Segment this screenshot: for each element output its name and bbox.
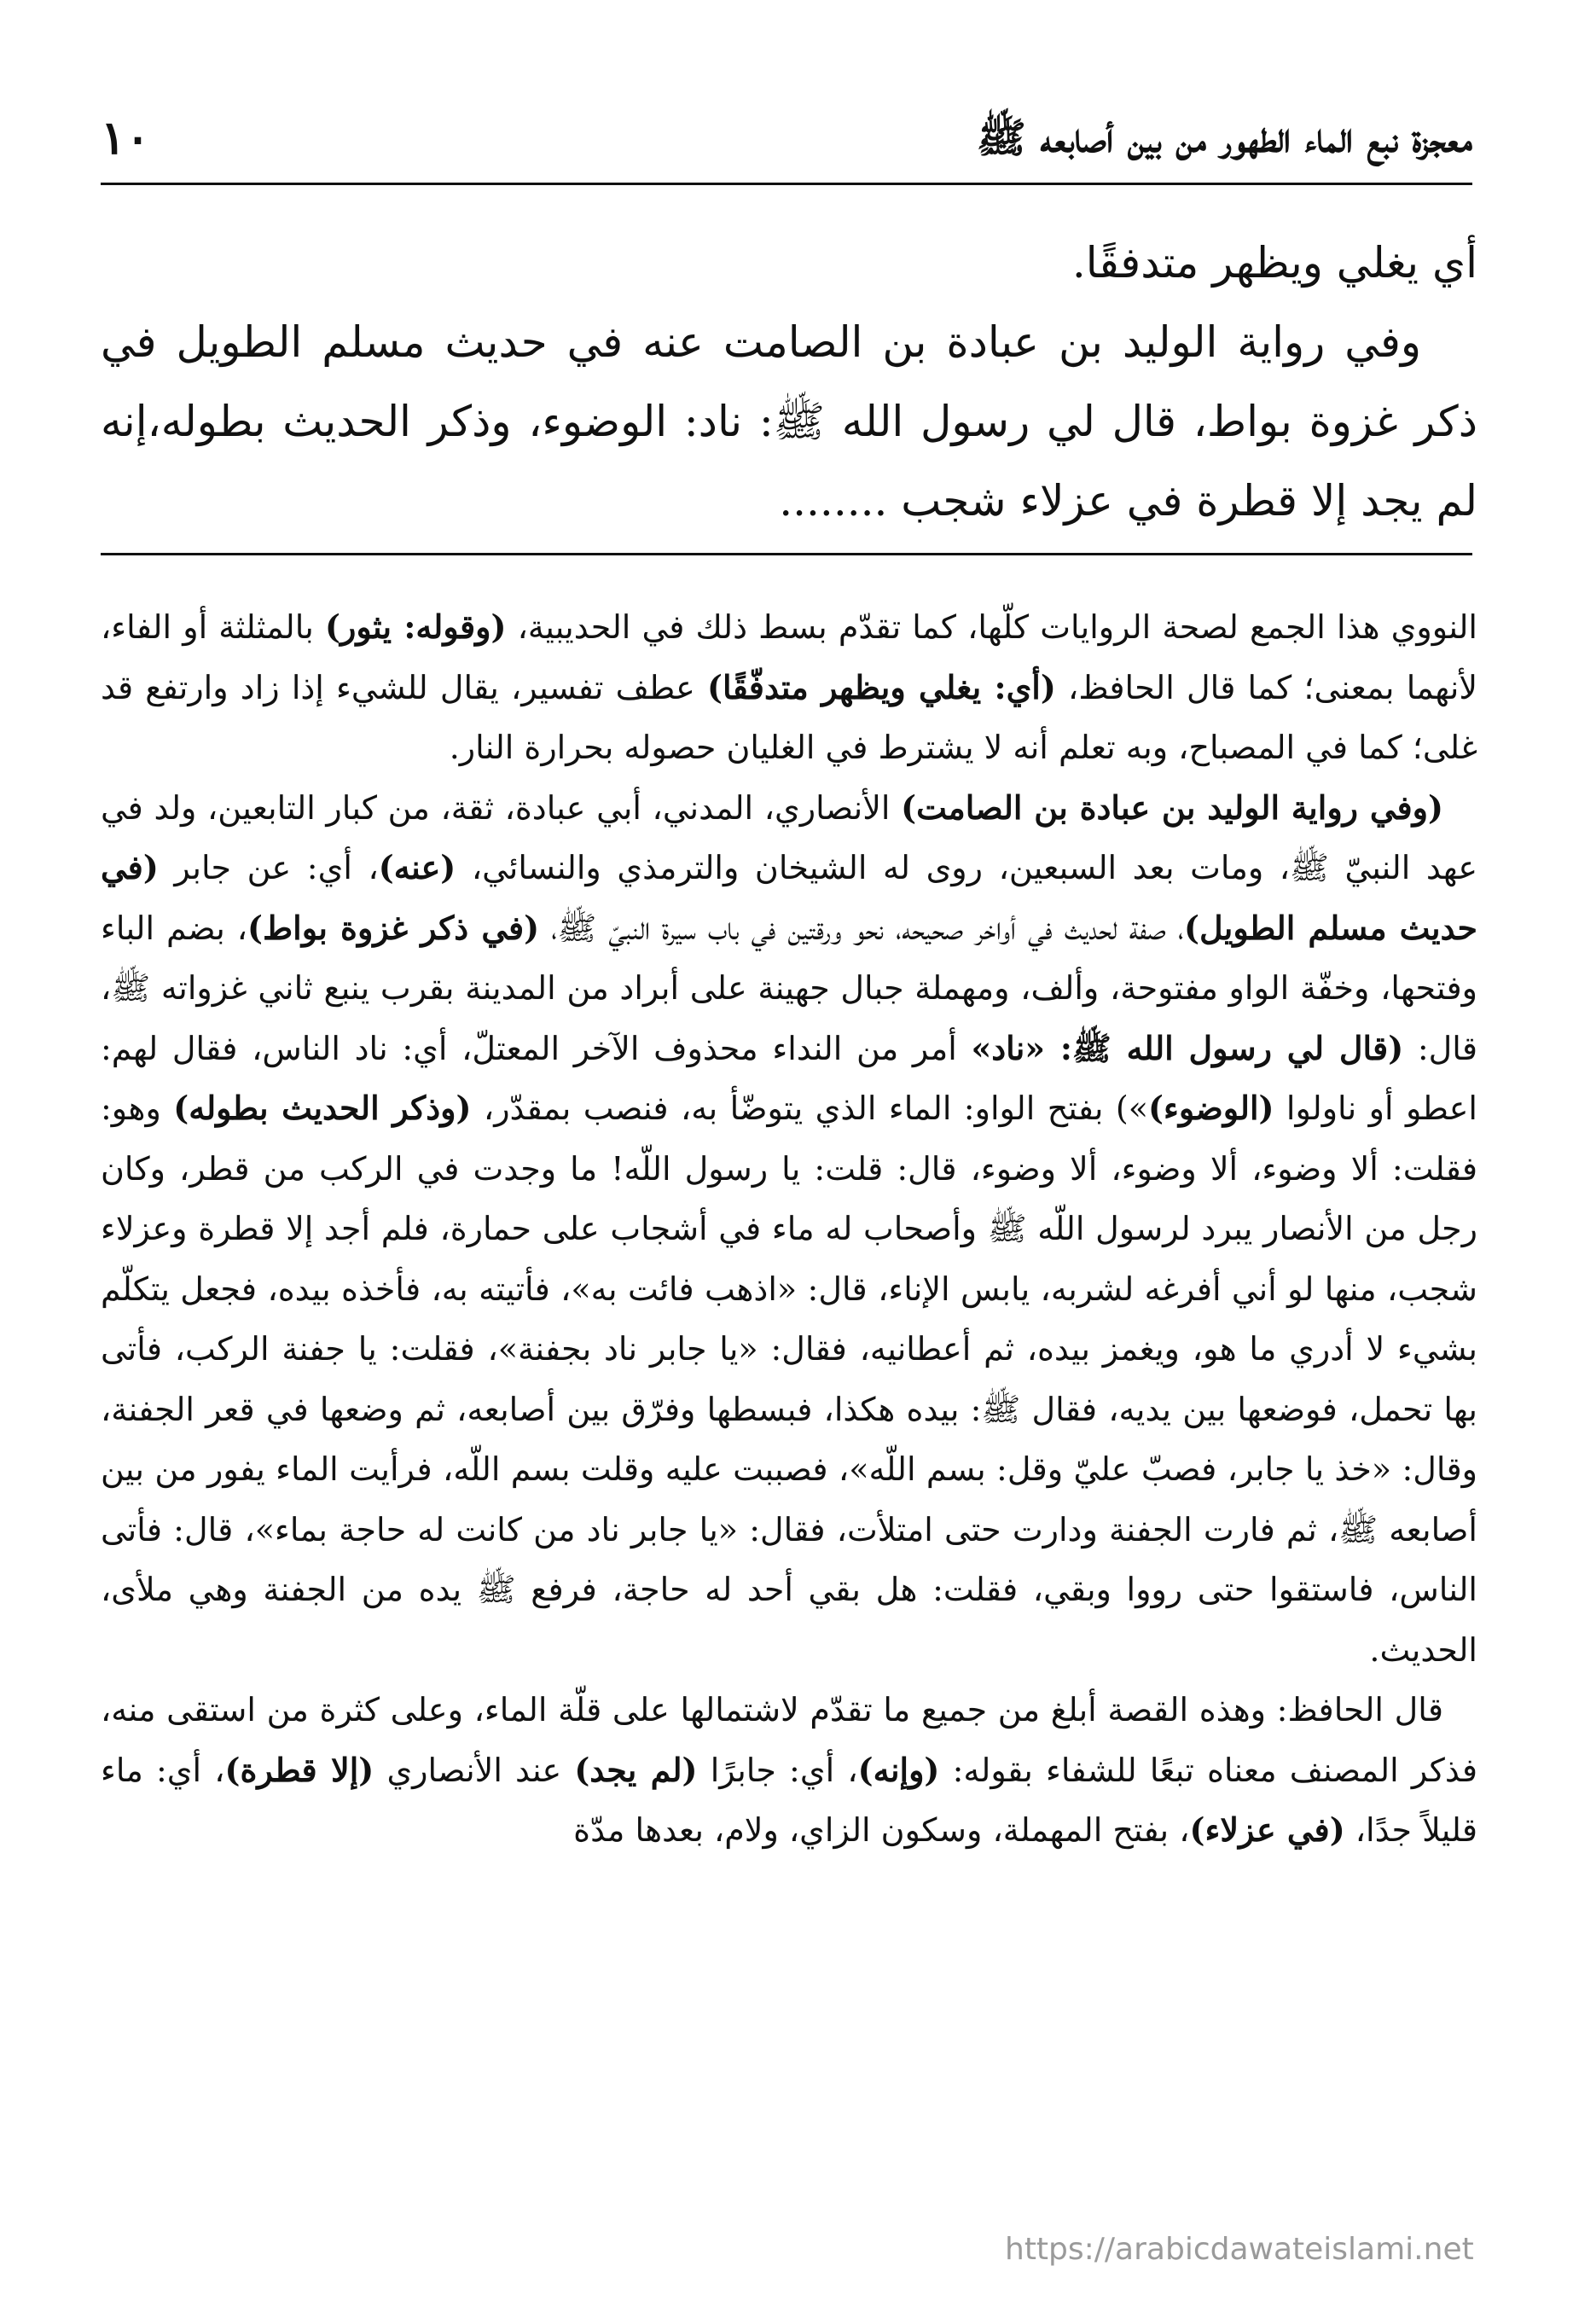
quoted-phrase: (في عزلاء) (1189, 1810, 1345, 1849)
commentary-paragraph-3 (101, 1680, 1477, 1861)
quoted-phrase: (الوضوء) (1148, 1089, 1274, 1127)
quoted-phrase: (في حديث مسلم الطويل) (101, 848, 1477, 947)
commentary-paragraph-1 (101, 597, 1477, 778)
watermark-url: https://arabicdawateislami.net (1005, 2232, 1474, 2267)
quoted-phrase: (أي: يغلي ويظهر متدفّقًا) (707, 667, 1056, 706)
main-text (101, 224, 1477, 541)
commentary-paragraph-2 (101, 778, 1477, 1681)
commentary-text: ، بضم الباء وفتحها، وخفّة الواو مفتوحة، وألف، ومهملة جبال جهينة على أبراد من المدينة بقرب ينبع ثاني غزواته ﷺ، قال: (101, 909, 1478, 1067)
quoted-phrase: (قال لي رسول الله ﷺ: «ناد» (971, 1028, 1404, 1067)
commentary-text: عطف تفسير، يقال للشيء إذا زاد وارتفع قد غلى؛ كما في المصباح، وبه تعلم أنه لا يشترط في الغليان حصوله بحرارة النار. (101, 668, 1477, 766)
quoted-phrase: (لم يجد) (574, 1750, 698, 1789)
commentary-text: عند الأنصاري (374, 1751, 575, 1789)
commentary-text: أمر من النداء محذوف الآخر المعتلّ، أي: ناد الناس، فقال لهم: اعطو أو ناولوا (101, 1029, 1477, 1127)
quoted-phrase: (وقوله: يثور) (325, 607, 507, 646)
commentary-text: النووي هذا الجمع لصحة الروايات كلّها، كما تقدّم بسط ذلك في الحديبية، (506, 608, 1477, 646)
quoted-phrase: (إلا قطرة) (224, 1750, 374, 1789)
commentary-text: وهو: فقلت: ألا وضوء، ألا وضوء، ألا وضوء، قال: قلت: يا رسول اللّه! ما وجدت في الركب من قطر، وكان رجل من الأنصار يبرد لرسول اللّه ﷺ وأصحاب له ماء في أشجاب على حمارة، فلم أجد إلا قطرة وعزلاء شجب، منها لو أني أفرغه لشربه، يابس الإناء، قال: «اذهب فائت به»، فأتيته به، فأخذه بيده، فجعل يتكلّم بشيء لا أدري ما هو، ويغمز بيده، ثم أعطانيه، فقال: «يا جابر ناد بجفنة»، فقلت: يا جفنة الركب، فأتى بها تحمل، فوضعها بين يديه، فقال ﷺ: بيده هكذا، فبسطها وفرّق بين أصابعه، ثم وضعها في قعر الجفنة، وقال: «خذ يا جابر، فصبّ عليّ وقل: بسم اللّه»، فصببت عليه وقلت بسم اللّه، فرأيت الماء يفور من بين أصابعه ﷺ، ثم فارت الجفنة ودارت حتى امتلأت، فقال: «يا جابر ناد من كانت له حاجة بماء»، قال: فأتى الناس، فاستقوا حتى رووا وبقي، فقلت: هل بقي أحد له حاجة، فرفع ﷺ يده من الجفنة وهي ملأى، الحديث. (101, 1089, 1477, 1669)
page-header (101, 107, 1472, 175)
main-text-paragraph: وفي رواية الوليد بن عبادة بن الصامت عنه في حديث مسلم الطويل في ذكر غزوة بواط، قال لي رسول الله ﷺ: ناد: الوضوء، وذكر الحديث بطوله،إنه لم يجد إلا قطرة في عزلاء شجب ........ (101, 317, 1477, 526)
commentary-text: ، بفتح المهملة، وسكون الزاي، ولام، بعدها مدّة (573, 1811, 1190, 1849)
main-text-line-1: أي يغلي ويظهر متدفقًا. (1071, 238, 1477, 288)
commentary (101, 597, 1477, 1861)
commentary-text: ») بفتح الواو: الماء الذي يتوضّأ به، فنصب بمقدّر، (471, 1089, 1148, 1127)
commentary-text: ، أي: ماء قليلاً جدًا، (101, 1751, 1477, 1849)
commentary-text: ، أي: عن جابر (158, 849, 379, 886)
quoted-phrase: (وفي رواية الوليد بن عبادة بن الصامت) (901, 787, 1443, 827)
quoted-phrase: (وإنه) (857, 1750, 940, 1789)
quoted-phrase: (وذكر الحديث بطوله) (173, 1089, 472, 1127)
section-divider (101, 553, 1472, 555)
running-title: معجزة نبع الماء الطهور من بين أصابعه ﷺ (976, 114, 1472, 162)
commentary-text: ، أي: جابرًا (697, 1751, 858, 1789)
commentary-text: ، صفة لحديث في أواخر صحيحه، نحو ورقتين في باب سيرة النبيّ ﷺ، (539, 909, 1185, 947)
quoted-phrase: (في ذكر غزوة بواط) (247, 908, 540, 947)
header-divider (101, 183, 1472, 185)
page-number: ١٠ (101, 110, 151, 165)
commentary-text: الأنصاري، المدني، أبي عبادة، ثقة، من كبار التابعين، ولد في عهد النبيّ ﷺ، ومات بعد السبعين، روى له الشيخان والترمذي والنسائي، (101, 788, 1477, 886)
commentary-text: قال الحافظ: وهذه القصة أبلغ من جميع ما تقدّم لاشتمالها على قلّة الماء، وعلى كثرة من استقى منه، فذكر المصنف معناه تبعًا للشفاء بقوله: (101, 1691, 1478, 1789)
commentary-text: بالمثلثة أو الفاء، لأنهما بمعنى؛ كما قال الحافظ، (101, 608, 1477, 706)
quoted-phrase: (عنه) (378, 848, 456, 886)
